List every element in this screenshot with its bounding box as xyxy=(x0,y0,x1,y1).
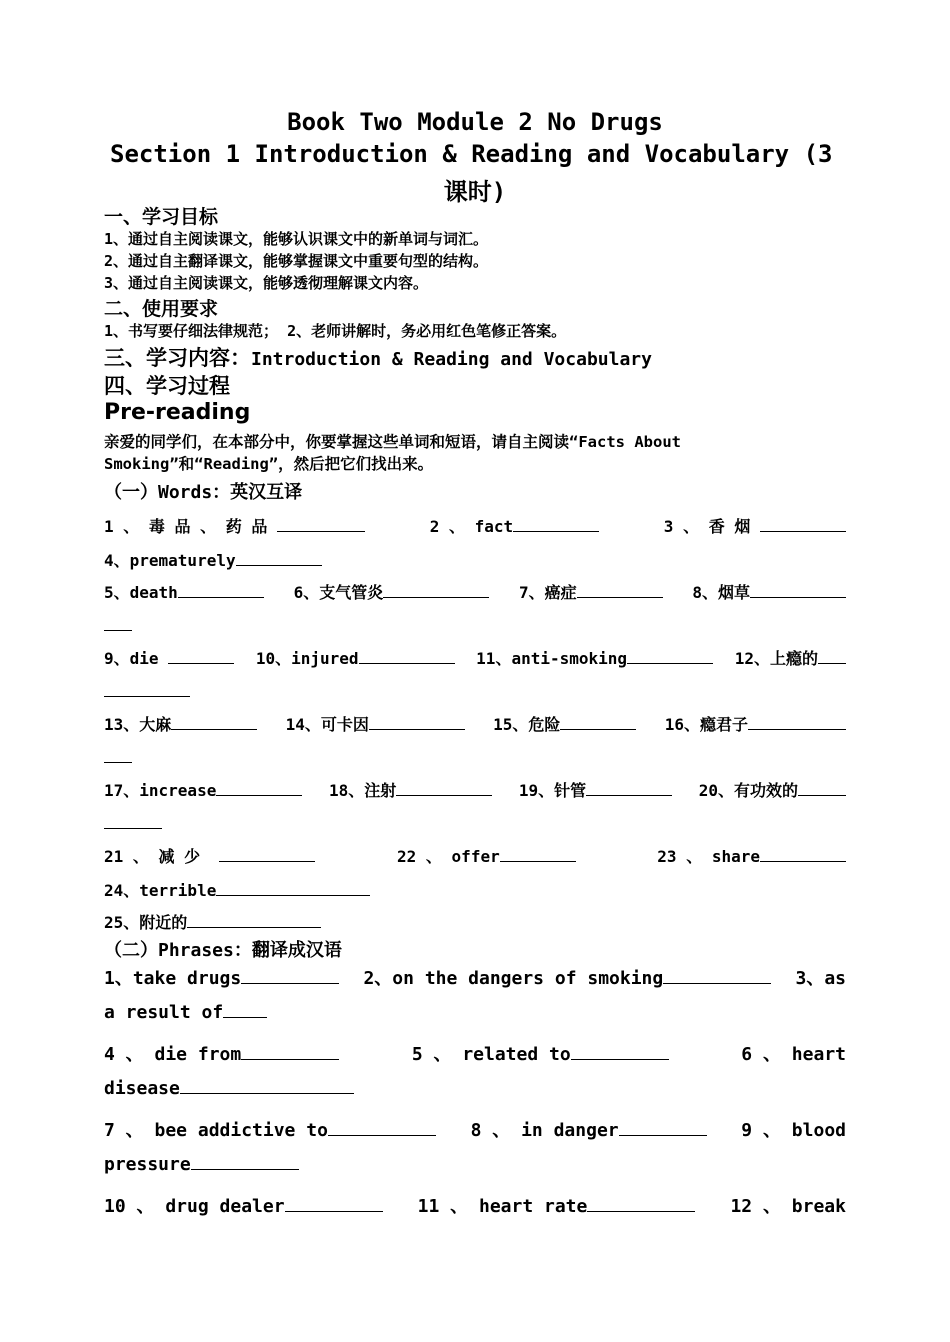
answer-blank[interactable] xyxy=(383,596,489,598)
answer-blank[interactable] xyxy=(219,860,315,862)
answer-blank[interactable] xyxy=(587,1210,695,1212)
phrase-item: 4 、 die from xyxy=(104,1040,339,1066)
goals-heading: 一、学习目标 xyxy=(104,206,219,228)
words-row xyxy=(104,514,846,537)
words-row xyxy=(104,712,846,735)
word-item: 18、注射 xyxy=(329,778,492,801)
phrases-row xyxy=(104,964,846,990)
answer-blank[interactable] xyxy=(818,662,846,664)
phrases-row xyxy=(104,1040,846,1066)
word-item: 24、terrible xyxy=(104,878,370,901)
answer-blank[interactable] xyxy=(178,596,264,598)
requirements-heading: 二、使用要求 xyxy=(104,298,219,320)
answer-blank[interactable] xyxy=(396,794,492,796)
answer-blank[interactable] xyxy=(798,794,846,796)
words-row xyxy=(104,878,846,901)
goal-item: 3、通过自主阅读课文，能够透彻理解课文内容。 xyxy=(104,274,429,292)
answer-blank[interactable] xyxy=(236,564,322,566)
goal-item: 1、通过自主阅读课文，能够认识课文中的新单词与词汇。 xyxy=(104,230,489,248)
phrase-item: 3、as xyxy=(795,968,846,989)
content-heading: 三、学习内容： xyxy=(104,346,251,370)
answer-blank-continued[interactable] xyxy=(104,828,162,829)
phrase-item: 9 、 blood xyxy=(741,1120,846,1141)
answer-blank[interactable] xyxy=(328,1134,436,1136)
answer-blank[interactable] xyxy=(500,860,576,862)
word-item: 14、可卡因 xyxy=(286,712,465,735)
answer-blank[interactable] xyxy=(216,794,302,796)
words-row xyxy=(104,778,846,801)
words-row xyxy=(104,580,846,603)
word-item: 20、有功效的 xyxy=(699,778,846,801)
word-item: 23 、 share xyxy=(657,844,846,867)
answer-blank[interactable] xyxy=(359,662,455,664)
phrases-row xyxy=(104,1116,846,1142)
word-item: 1 、 毒 品 、 药 品 xyxy=(104,514,365,537)
answer-blank[interactable] xyxy=(171,728,257,730)
word-item: 5、death xyxy=(104,580,264,603)
phrase-item: 12 、 break xyxy=(730,1196,846,1217)
answer-blank[interactable] xyxy=(223,1016,267,1018)
answer-blank[interactable] xyxy=(750,596,846,598)
answer-blank-continued[interactable] xyxy=(104,696,190,697)
phrase-item: 5 、 related to xyxy=(412,1040,669,1066)
word-item: 2 、 fact xyxy=(430,514,599,537)
phrase-item: 11 、 heart rate xyxy=(418,1192,696,1218)
answer-blank[interactable] xyxy=(180,1092,354,1094)
word-item: 9、die xyxy=(104,646,234,669)
answer-blank[interactable] xyxy=(168,662,234,664)
phrase-item: 7 、 bee addictive to xyxy=(104,1116,436,1142)
title-line-2: Section 1 Introduction & Reading and Vocabulary (3 xyxy=(110,140,833,168)
word-item: 6、支气管炎 xyxy=(294,580,490,603)
phrase-item: 2、on the dangers of smoking xyxy=(363,964,771,990)
prereading-intro-line-2: Smoking”和“Reading”，然后把它们找出来。 xyxy=(104,455,434,473)
phrase-item: 1、take drugs xyxy=(104,964,339,990)
word-item: 10、injured xyxy=(256,646,455,669)
phrase-item: pressure xyxy=(104,1154,299,1175)
phrase-item: 6 、 heart xyxy=(741,1044,846,1065)
answer-blank[interactable] xyxy=(571,1058,669,1060)
phrases-heading: （二）Phrases：翻译成汉语 xyxy=(104,940,342,961)
process-heading: 四、学习过程 xyxy=(104,374,230,398)
answer-blank[interactable] xyxy=(760,860,846,862)
answer-blank[interactable] xyxy=(560,728,636,730)
word-item: 3 、 香 烟 xyxy=(664,514,846,537)
phrase-item: a result of xyxy=(104,1002,267,1023)
word-item: 8、烟草 xyxy=(692,580,846,603)
content-section xyxy=(104,342,652,372)
words-heading: （一）Words：英汉互译 xyxy=(104,482,303,503)
answer-blank[interactable] xyxy=(285,1210,383,1212)
word-item: 17、increase xyxy=(104,778,302,801)
answer-blank[interactable] xyxy=(627,662,713,664)
answer-blank[interactable] xyxy=(369,728,465,730)
answer-blank[interactable] xyxy=(187,926,321,928)
word-item: 16、瘾君子 xyxy=(665,712,846,735)
answer-blank[interactable] xyxy=(760,530,846,532)
answer-blank[interactable] xyxy=(191,1168,299,1170)
answer-blank[interactable] xyxy=(513,530,599,532)
words-row xyxy=(104,646,846,669)
phrases-row xyxy=(104,1002,846,1023)
answer-blank[interactable] xyxy=(241,982,339,984)
word-item: 12、上瘾的 xyxy=(735,646,846,669)
word-item: 22 、 offer xyxy=(397,844,576,867)
word-item: 19、针管 xyxy=(519,778,672,801)
word-item: 25、附近的 xyxy=(104,910,321,933)
words-row xyxy=(104,910,846,933)
title-line-1: Book Two Module 2 No Drugs xyxy=(287,108,663,136)
answer-blank[interactable] xyxy=(277,530,365,532)
phrase-item: 8 、 in danger xyxy=(471,1116,707,1142)
prereading-heading: Pre-reading xyxy=(104,400,251,425)
answer-blank[interactable] xyxy=(586,794,672,796)
phrases-row xyxy=(104,1078,846,1099)
title-line-3: 课时) xyxy=(443,178,507,206)
word-item: 15、危险 xyxy=(493,712,636,735)
words-row xyxy=(104,844,846,867)
requirements-text: 1、书写要仔细法律规范； 2、老师讲解时，务必用红色笔修正答案。 xyxy=(104,322,567,340)
word-item: 13、大麻 xyxy=(104,712,257,735)
goal-item: 2、通过自主翻译课文，能够掌握课文中重要句型的结构。 xyxy=(104,252,489,270)
word-item: 7、癌症 xyxy=(519,580,663,603)
answer-blank-continued[interactable] xyxy=(104,762,132,763)
answer-blank[interactable] xyxy=(577,596,663,598)
word-item: 4、prematurely xyxy=(104,548,322,571)
phrase-item: 10 、 drug dealer xyxy=(104,1192,383,1218)
words-row xyxy=(104,548,846,571)
phrases-row xyxy=(104,1192,846,1218)
phrases-row xyxy=(104,1154,846,1175)
answer-blank[interactable] xyxy=(748,728,846,730)
word-item: 11、anti-smoking xyxy=(476,646,713,669)
word-item: 21 、 减 少 xyxy=(104,844,315,867)
answer-blank[interactable] xyxy=(241,1058,339,1060)
answer-blank[interactable] xyxy=(619,1134,707,1136)
answer-blank[interactable] xyxy=(216,894,370,896)
content-text: Introduction & Reading and Vocabulary xyxy=(251,349,652,370)
phrase-item: disease xyxy=(104,1078,354,1099)
answer-blank-continued[interactable] xyxy=(104,630,132,631)
prereading-intro-line-1: 亲爱的同学们，在本部分中，你要掌握这些单词和短语，请自主阅读“Facts About xyxy=(104,433,681,451)
answer-blank[interactable] xyxy=(663,982,771,984)
